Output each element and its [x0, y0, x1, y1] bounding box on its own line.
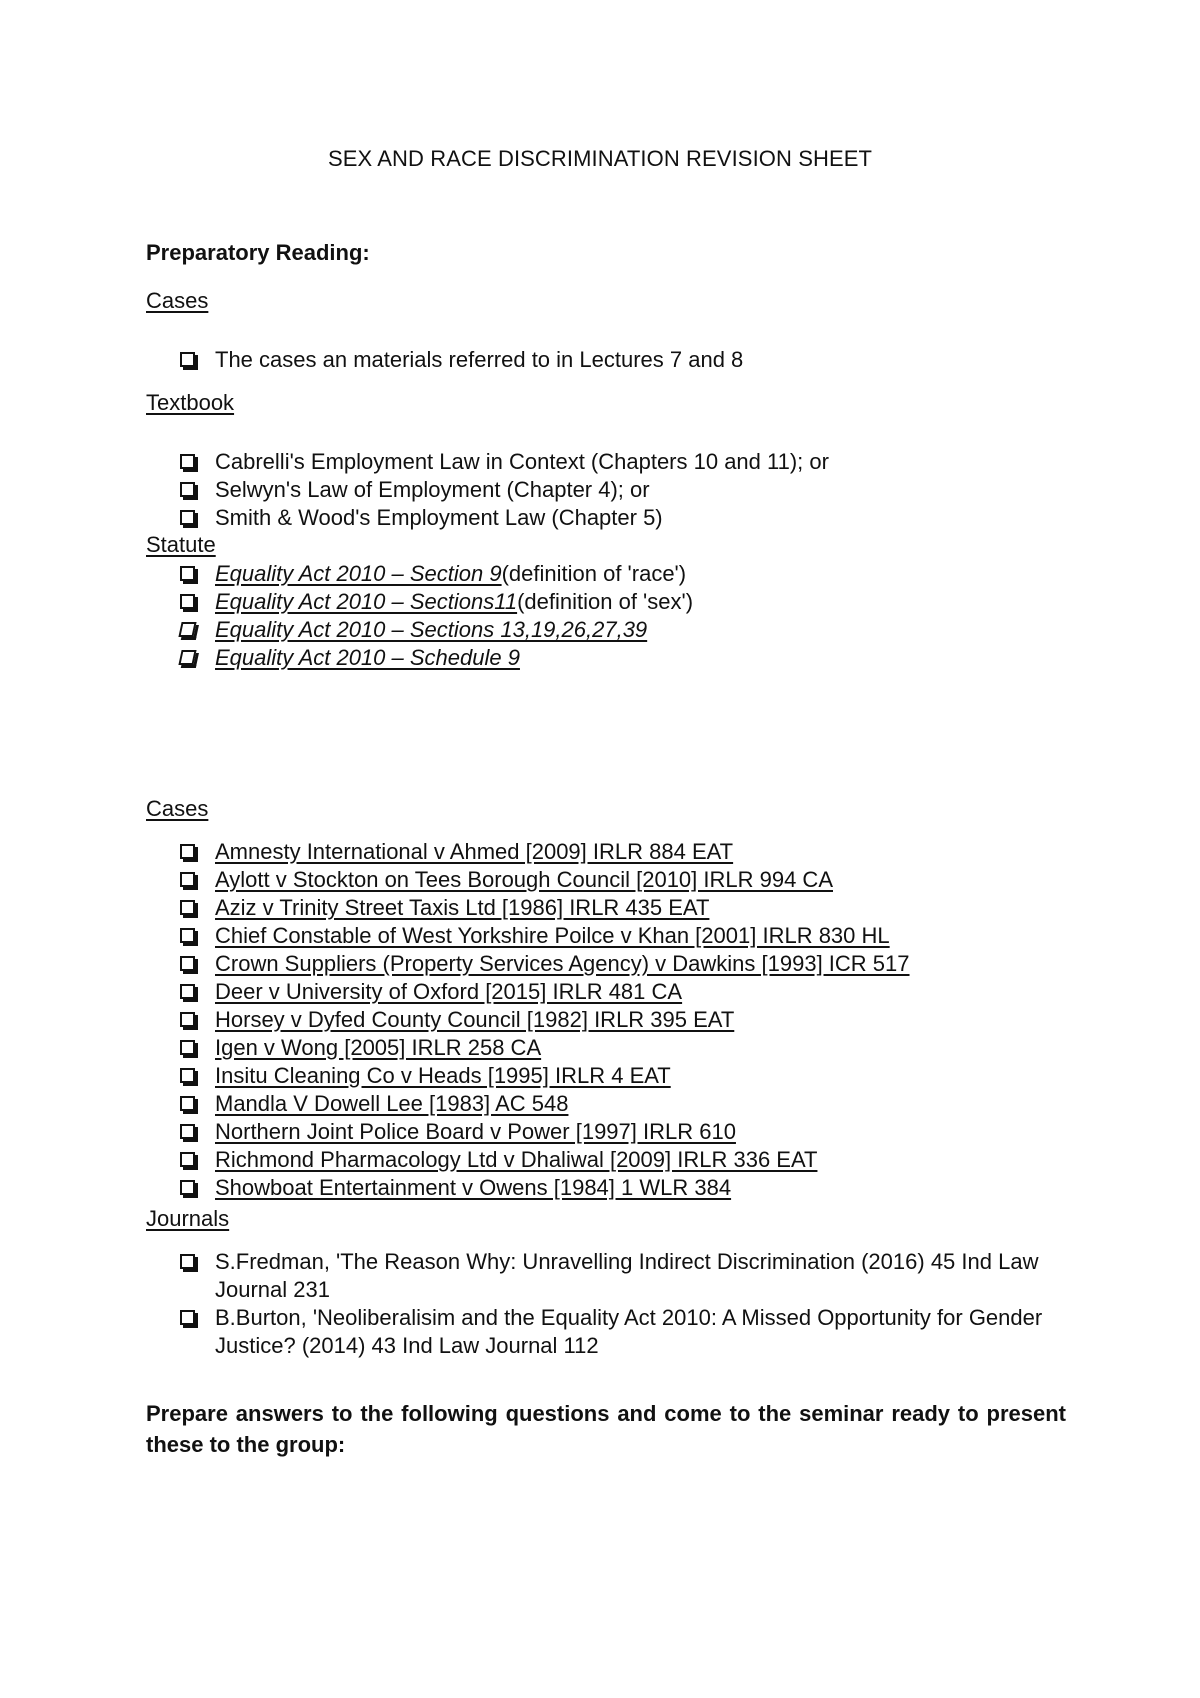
case-link[interactable]: Aylott v Stockton on Tees Borough Council [2010] IRLR 994 CA: [215, 867, 833, 892]
textbook-heading: Textbook: [146, 390, 235, 415]
list-item: [180, 1174, 910, 1202]
list-item: Smith & Wood's Employment Law (Chapter 5): [180, 504, 829, 532]
checkbox-icon: [180, 1124, 195, 1139]
list-item: [180, 1090, 910, 1118]
cases-list-1: [180, 346, 743, 374]
list-item: Cabrelli's Employment Law in Context (Chapters 10 and 11); or: [180, 448, 829, 476]
statute-heading: Statute: [146, 532, 216, 557]
checkbox-icon: [180, 1310, 195, 1325]
cases-heading-2: Cases: [146, 796, 209, 821]
checkbox-icon: [178, 650, 196, 665]
case-link[interactable]: Amnesty International v Ahmed [2009] IRLR 884 EAT: [215, 839, 734, 864]
list-item: [180, 978, 910, 1006]
statute-link[interactable]: Equality Act 2010 – Section 9: [215, 561, 502, 586]
checkbox-icon: [180, 482, 195, 497]
checkbox-icon: [180, 1254, 195, 1269]
list-item: [180, 1034, 910, 1062]
list-item: Equality Act 2010 – Section 9 (definition of 'race'): [180, 560, 693, 588]
list-item: [180, 644, 693, 672]
checkbox-icon: [180, 1096, 195, 1111]
checkbox-icon: [180, 1152, 195, 1167]
case-link[interactable]: Northern Joint Police Board v Power [1997] IRLR 610: [215, 1119, 736, 1144]
statute-list: [180, 560, 693, 672]
list-item: [180, 894, 910, 922]
case-link[interactable]: Deer v University of Oxford [2015] IRLR 481 CA: [215, 979, 683, 1004]
checkbox-icon: [180, 454, 195, 469]
journals-heading: Journals: [146, 1206, 230, 1231]
checkbox-icon: [180, 1068, 195, 1083]
list-item: [180, 922, 910, 950]
case-link[interactable]: Showboat Entertainment v Owens [1984] 1 WLR 384: [215, 1175, 732, 1200]
checkbox-icon: [180, 594, 195, 609]
preparatory-reading-heading: Preparatory Reading:: [146, 240, 370, 265]
list-item: [180, 1006, 910, 1034]
statute-link[interactable]: Equality Act 2010 – Sections11: [215, 589, 518, 614]
case-link[interactable]: Richmond Pharmacology Ltd v Dhaliwal [2009] IRLR 336 EAT: [215, 1147, 818, 1172]
checkbox-icon: [180, 1180, 195, 1195]
list-item: The cases an materials referred to in Lectures 7 and 8: [180, 346, 743, 374]
list-item: [180, 950, 910, 978]
cases-list-2: [180, 838, 910, 1202]
case-link[interactable]: Crown Suppliers (Property Services Agency) v Dawkins [1993] ICR 517: [215, 951, 910, 976]
checkbox-icon: [178, 622, 196, 637]
list-item: [180, 1146, 910, 1174]
list-item: [180, 866, 910, 894]
list-item: B.Burton, 'Neoliberalisim and the Equality Act 2010: A Missed Opportunity for Gender Justice? (2014) 43 Ind Law Journal 112: [180, 1304, 1055, 1360]
checkbox-icon: [180, 928, 195, 943]
case-link[interactable]: Chief Constable of West Yorkshire Poilce v Khan [2001] IRLR 830 HL: [215, 923, 890, 948]
textbook-list: [180, 448, 829, 532]
list-item: [180, 1118, 910, 1146]
page-title: SEX AND RACE DISCRIMINATION REVISION SHEET: [327, 146, 873, 171]
list-item: S.Fredman, 'The Reason Why: Unravelling Indirect Discrimination (2016) 45 Ind Law Journal 231: [180, 1248, 1055, 1304]
list-item: Selwyn's Law of Employment (Chapter 4); or: [180, 476, 829, 504]
statute-link[interactable]: Equality Act 2010 – Schedule 9: [215, 645, 520, 670]
list-item: Equality Act 2010 – Sections11 (definition of 'sex'): [180, 588, 693, 616]
case-link[interactable]: Aziz v Trinity Street Taxis Ltd [1986] IRLR 435 EAT: [215, 895, 710, 920]
checkbox-icon: [180, 872, 195, 887]
case-link[interactable]: Insitu Cleaning Co v Heads [1995] IRLR 4 EAT: [215, 1063, 671, 1088]
list-item: [180, 838, 910, 866]
checkbox-icon: [180, 844, 195, 859]
checkbox-icon: [180, 984, 195, 999]
checkbox-icon: [180, 1040, 195, 1055]
list-item: [180, 616, 693, 644]
checkbox-icon: [180, 510, 195, 525]
list-item: [180, 1062, 910, 1090]
statute-link[interactable]: Equality Act 2010 – Sections 13,19,26,27,39: [215, 617, 648, 642]
case-link[interactable]: Igen v Wong [2005] IRLR 258 CA: [215, 1035, 542, 1060]
checkbox-icon: [180, 900, 195, 915]
cases-heading-1: Cases: [146, 288, 209, 313]
case-link[interactable]: Mandla V Dowell Lee [1983] AC 548: [215, 1091, 569, 1116]
checkbox-icon: [180, 566, 195, 581]
checkbox-icon: [180, 1012, 195, 1027]
checkbox-icon: [180, 956, 195, 971]
checkbox-icon: [180, 352, 195, 367]
case-link[interactable]: Horsey v Dyfed County Council [1982] IRLR 395 EAT: [215, 1007, 735, 1032]
journals-list: [180, 1248, 1055, 1360]
prepare-answers-instruction: Prepare answers to the following questions and come to the seminar ready to present these to the group:: [146, 1401, 1066, 1457]
